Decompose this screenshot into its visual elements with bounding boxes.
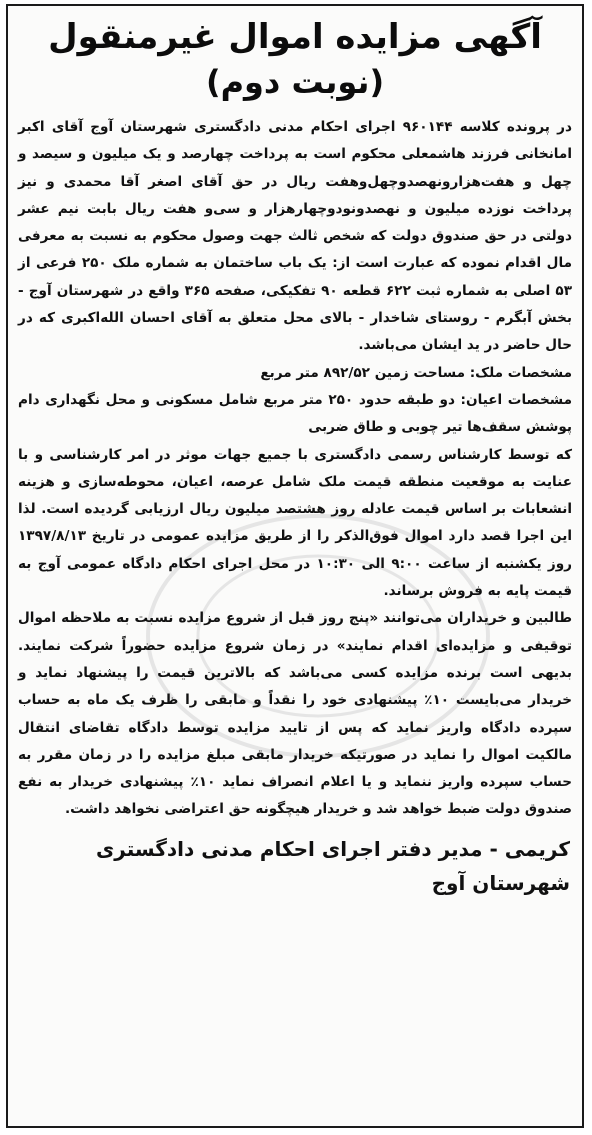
building-specs: مشخصات اعیان: دو طبقه حدود ۲۵۰ متر مربع شامل مسکونی و محل نگهداری دام پوشش سقف‌ها تیر چوبی و طاق ضربی xyxy=(18,391,572,436)
notice-header xyxy=(8,14,582,104)
notice-subtitle: (نوبت دوم) xyxy=(205,63,385,101)
case-paragraph: در پرونده کلاسه ۹۶۰۱۴۴ اجرای احکام مدنی دادگستری شهرستان آوج آقای اکبر امانخانی فرزند هاشمعلی محکوم است به پرداخت چهارصد و یک میلیون و سیصد و چهل و هفت‌هزارونهصدوچهل‌وهفت ریال در حق آقای اصغر آقا محمدی و نیز پرداخت نوزده میلیون و نهصدونودوچهارهزار و سی‌و هفت ریال بابت نیم عشر دولتی در حق صندوق دولت که شخص ثالث جهت وصول محکوم به نسبت به معرفی مال اقدام نموده که عبارت است از: یک باب ساختمان به شماره ملک ۲۵۰ فرعی از ۵۳ اصلی به شماره ثبت ۶۲۲ قطعه ۹۰ تفکیکی، صفحه ۳۶۵ واقع در شهرستان آوج - بخش آبگرم - روستای شاخدار - بالای محل متعلق به آقای احسان الله‌اکبری که در حال حاضر در ید ایشان می‌باشد. xyxy=(18,119,572,354)
notice-title: آگهی مزایده اموال غیرمنقول xyxy=(48,17,542,57)
appraisal-paragraph: که توسط کارشناس رسمی دادگستری با جمیع جهات موثر در امر کارشناسی و با عنایت به موقعیت منطقه قیمت ملک شامل عرصه، اعیان، محوطه‌سازی و هزینه انشعابات بر اساس قیمت عادله روز هشتصد میلیون ریال ارزیابی گردیده است. لذا این اجرا قصد دارد اموال فوق‌الذکر را از طریق مزایده عمومی در تاریخ ۱۳۹۷/۸/۱۳ روز یکشنبه از ساعت ۹:۰۰ الی ۱۰:۳۰ در محل اجرای احکام دادگاه عمومی آوج به قیمت پایه به فروش برساند. xyxy=(18,446,573,600)
notice-page xyxy=(6,4,584,1128)
bidders-paragraph: طالبین و خریداران می‌توانند «پنج روز قبل از شروع مزایده نسبت به ملاحظه اموال توقیفی و مزایده‌ای اقدام نمایند» در زمان شروع مزایده حضوراً شرکت نمایند. بدیهی است برنده مزایده کسی می‌باشد که بالاترین قیمت را پیشنهاد نماید و خریدار می‌بایست ۱۰٪ پیشنهادی خود را نقداً و مابقی را ظرف یک ماه به حساب سپرده دادگاه واریز نماید که پس از تایید مزایده توسط دادگاه تقاضای انتقال مالکیت اموال را نماید در صورتیکه خریدار مابقی مبلغ مزایده را در زمان مقرر به حساب سپرده واریز ننماید و یا اعلام انصراف نماید ۱۰٪ پیشنهادی خریدار به نفع صندوق دولت ضبط خواهد شد و خریدار هیچگونه حق اعتراضی نخواهد داشت. xyxy=(18,610,573,818)
property-specs: مشخصات ملک: مساحت زمین ۸۹۲/۵۲ متر مربع xyxy=(260,364,572,381)
signature: کریمی - مدیر دفتر اجرای احکام مدنی دادگستری شهرستان آوج xyxy=(95,836,570,895)
notice-body xyxy=(8,104,582,824)
